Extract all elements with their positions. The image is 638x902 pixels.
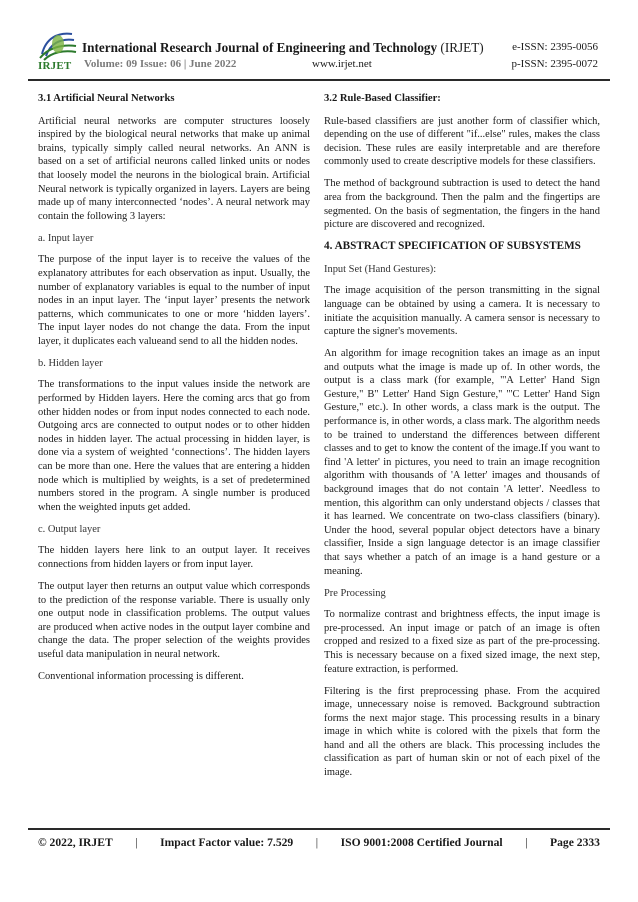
iso-certification: ISO 9001:2008 Certified Journal xyxy=(340,836,503,849)
copyright: © 2022, IRJET xyxy=(38,836,113,849)
journal-title-text: International Research Journal of Engineering and Technology xyxy=(82,40,438,55)
subheading-hidden-layer: b. Hidden layer xyxy=(38,357,103,369)
subheading-pre-processing: Pre Processing xyxy=(324,587,386,599)
journal-title xyxy=(82,40,484,56)
volume-issue: Volume: 09 Issue: 06 | June 2022 xyxy=(84,58,237,70)
section-heading-3-2: 3.2 Rule-Based Classifier: xyxy=(324,93,441,104)
page-header xyxy=(0,0,638,82)
footer-separator: | xyxy=(315,836,319,849)
paragraph: The output layer then returns an output value which corresponds to the prediction of the response variable. There is usually only one output node in classification problems. The output values are produced when active nodes in the output layer combine and change the data. The proper selection of the weights provides useful data manipulation in neural network. xyxy=(38,580,310,660)
right-column xyxy=(324,92,600,788)
paragraph: To normalize contrast and brightness effects, the input image is pre-processed. An input image or patch of an image is often cropped and resized to a fixed size as part of the pre-processing. This is necessary because on a fixed sized image, the next step, feature extraction, is performed. xyxy=(324,609,600,675)
subheading-input-layer: a. Input layer xyxy=(38,232,94,244)
e-issn: e-ISSN: 2395-0056 xyxy=(512,41,598,53)
website-link[interactable]: www.irjet.net xyxy=(312,58,372,70)
paragraph: Filtering is the first preprocessing phase. From the acquired image, unnecessary noise is removed. Background subtraction forms the next major stage. This processing results in a binary image in which white is colored with the pixels that form the hand and all the others are black. This processing includes the classification as part of human skin or not of each pixel of the image. xyxy=(324,685,600,779)
section-heading-4: 4. ABSTRACT SPECIFICATION OF SUBSYSTEMS xyxy=(324,240,581,253)
subheading-input-set: Input Set (Hand Gestures): xyxy=(324,263,437,275)
header-divider xyxy=(28,79,610,81)
footer-separator: | xyxy=(525,836,528,849)
page-footer xyxy=(38,836,600,849)
paragraph: The transformations to the input values inside the network are performed by Hidden layers. Here the coming arcs that go from other hidden nodes or from input nodes connected to each node. Outgoing arcs are connected to output nodes or to other hidden nodes in hidden layer. The actual processing in hidden layer, is done via a system of weighted ‘connections’. The hidden layers can be more than one. Here the values that are entering a hidden node which is multiplied by weights, is a set of predetermined numbers stored in the program. A single number is produced when the weighted inputs get added. xyxy=(38,379,310,513)
paragraph: Rule-based classifiers are just another form of classifier which, depending on the use of different "if...else" rules, makes the class decision. These rules are easily interpretable and are therefore commonly used to create descriptive models for these classifiers. xyxy=(324,115,600,168)
paragraph: The hidden layers here link to an output layer. It receives connections from hidden layers or from input layer. xyxy=(38,545,310,570)
p-issn: p-ISSN: 2395-0072 xyxy=(511,58,598,70)
section-heading-3-1: 3.1 Artificial Neural Networks xyxy=(38,93,175,104)
footer-separator: | xyxy=(135,836,138,849)
paragraph: The purpose of the input layer is to receive the values of the explanatory attributes for each observation as input. Usually, the number of explanatory variables is equal to the number of input nodes in an input layer. The ‘input layer’ presents the network patterns, which communicates to one or more ‘hidden layers’. The input layer nodes do not change the data. From the input layer, it duplicates each valueand send to all the hidden nodes. xyxy=(38,254,310,347)
paragraph: An algorithm for image recognition takes an image as an input and outputs what the image is made up of. In other words, the output is a class mark (for example, "'A Letter' Hand Sign Gesture," B" Letter' Hand Sign Gesture," "'C Letter' Hand Sign Gesture," etc.). In other words, a class mark is the output. The performance is, in other words, a class mark. The algorithm needs to be trained to understand the differences between different classes and to get to know the content of the image.If you want to find 'A letter' in pictures, you need to train an image recognition algorithm with thousands of 'A letter' images and thousands of background images that do not contain 'A letter'. Needless to mention, this algorithm can only understand objects / classes that it has learned. We concentrate on two-class classifiers (binary). Under the hood, several popular object detectors have a binary classifier, Inside a sign language detector is an image classifier that says whether a patch of an image is a hand gesture or a meaning. xyxy=(324,348,600,577)
impact-factor: Impact Factor value: 7.529 xyxy=(160,836,294,849)
paragraph: The image acquisition of the person transmitting in the signal language can be obtained by using a camera. It is necessary to initiate the acquisition manually. A camera sensor is necessary to capture the signer's movements. xyxy=(324,285,600,338)
footer-divider xyxy=(28,828,610,830)
paragraph: Artificial neural networks are computer structures loosely inspired by the biological neural networks that make up animal brains, typically simply called neural networks. An ANN is based on a set of artificial neurons called linked units or nodes that loosely model the neurons in the biological brain. Artificial Neural network is typically organized in layers. Layers are being made up of many interconnected ‘nodes’. A neural network may contain the following 3 layers: xyxy=(38,115,310,222)
journal-abbr: (IRJET) xyxy=(440,40,484,55)
paragraph: The method of background subtraction is used to detect the hand area from the background. Then the palm and the fingertips are segmented. On the basis of segmentation, the fingers in the hand picture are discovered and recognized. xyxy=(324,178,600,231)
left-column xyxy=(38,92,310,692)
page-number: Page 2333 xyxy=(550,836,600,849)
subheading-output-layer: c. Output layer xyxy=(38,523,101,535)
paragraph: Conventional information processing is different. xyxy=(38,670,244,682)
logo-text: IRJET xyxy=(38,60,72,72)
